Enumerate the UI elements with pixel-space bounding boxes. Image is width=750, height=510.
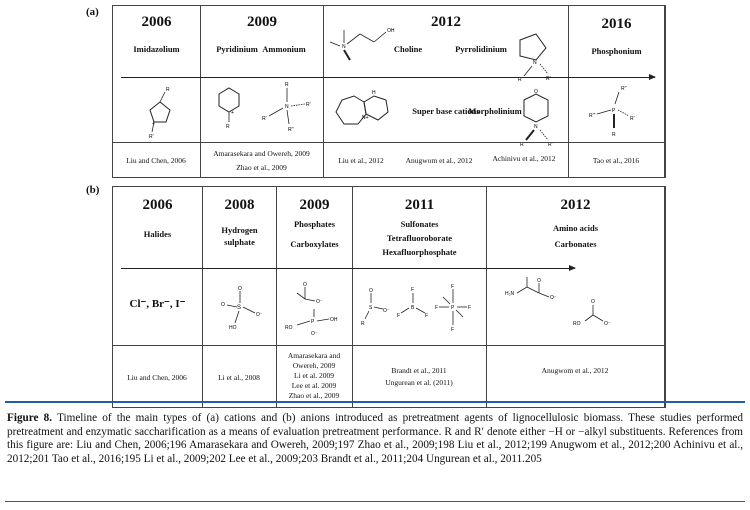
svg-text:O⁻: O⁻ (550, 295, 557, 301)
anion-name: Hexafluorphosphate (382, 247, 457, 257)
phosphonium-structure-icon (585, 84, 649, 142)
svg-text:F: F (451, 327, 455, 333)
imidazolium-structure-icon (135, 80, 185, 140)
reference-text: Anugwom et al., 2012 (541, 366, 609, 375)
reference-text: Amarasekara and (287, 351, 341, 360)
svg-text:R: R (520, 142, 524, 148)
svg-text:O⁻: O⁻ (256, 312, 263, 318)
year-label: 2011 (404, 197, 435, 213)
year-label: 2009 (299, 197, 330, 213)
reference-text: Tao et al., 2016 (592, 156, 640, 165)
svg-text:R: R (361, 321, 365, 327)
panel-a-col-2006 (113, 6, 201, 177)
reference-text: Li et al. 2009 (294, 371, 334, 380)
hydrogen-sulphate-structure-icon (215, 283, 265, 333)
svg-text:R''': R''' (589, 113, 596, 119)
svg-text:O⁻: O⁻ (311, 331, 318, 337)
cation-name: Phosphonium (591, 46, 642, 56)
svg-text:OH: OH (387, 28, 395, 34)
year-label: 2012 (431, 14, 461, 30)
year-label: 2016 (601, 16, 632, 32)
panel-a-col-2012 (324, 6, 569, 177)
svg-text:OH: OH (330, 317, 338, 323)
svg-text:R': R' (546, 76, 551, 82)
phosphate-carboxylate-structure-icon (283, 279, 349, 339)
svg-text:N+: N+ (362, 115, 369, 121)
svg-text:P: P (451, 305, 455, 311)
svg-text:F: F (397, 313, 401, 319)
panel-a-label: (a) (86, 6, 99, 18)
svg-text:H: H (372, 90, 376, 96)
svg-text:F: F (468, 305, 472, 311)
morpholinium-structure-icon (504, 86, 564, 150)
timeline-arrow (121, 77, 655, 78)
cation-name: Morpholinium (468, 106, 522, 116)
reference-text: Zhao et al., 2009 (236, 163, 287, 172)
reference-text: Liu et al., 2012 (338, 156, 384, 165)
reference-text: Amarasekara and Owereh, 2009 (213, 149, 310, 158)
svg-text:RO: RO (573, 321, 581, 327)
svg-text:R': R' (306, 102, 311, 108)
year-label: 2009 (247, 14, 277, 30)
svg-text:F: F (451, 284, 455, 290)
svg-text:N: N (533, 60, 537, 66)
svg-text:R': R' (548, 142, 553, 148)
svg-text:P: P (311, 319, 315, 325)
caption-label: Figure 8. (7, 412, 53, 424)
svg-text:+: + (152, 121, 155, 127)
sulfonate-bf4-pf6-structure-icon (359, 281, 483, 335)
svg-text:O⁻: O⁻ (383, 308, 390, 314)
year-label: 2006 (142, 197, 173, 213)
svg-text:R': R' (630, 116, 635, 122)
cation-name: Pyridinium (216, 44, 258, 54)
reference-text: Liu and Chen, 2006 (126, 156, 186, 165)
reference-text: Brandt et al., 2011 (391, 366, 447, 375)
svg-text:HO: HO (229, 325, 237, 331)
svg-text:O: O (369, 288, 373, 294)
amino-acid-carbonate-structure-icon (505, 275, 655, 343)
svg-text:F: F (411, 287, 415, 293)
svg-text:O⁻: O⁻ (316, 299, 323, 305)
svg-text:F: F (425, 313, 429, 319)
pyridinium-ammonium-structure-icon (207, 78, 317, 142)
panel-a-col-2016 (569, 6, 665, 177)
super-base-structure-icon (332, 88, 412, 138)
svg-text:R: R (518, 77, 522, 83)
svg-text:N: N (342, 44, 346, 50)
svg-text:S: S (237, 305, 242, 311)
svg-text:B: B (411, 305, 415, 311)
cation-name: Super base cations (412, 106, 480, 116)
svg-text:R': R' (149, 134, 154, 140)
svg-text:O: O (534, 89, 538, 95)
anion-name: sulphate (224, 237, 255, 247)
timeline-arrow (121, 268, 575, 269)
svg-text:+: + (231, 110, 234, 116)
reference-text: Zhao et al., 2009 (288, 391, 340, 400)
panel-a-table (112, 5, 666, 178)
svg-text:O⁻: O⁻ (604, 321, 611, 327)
svg-text:P: P (612, 108, 616, 114)
reference-text: Lee et al. 2009 (291, 381, 337, 390)
svg-text:R: R (285, 82, 289, 88)
cation-name: Choline (393, 44, 423, 54)
svg-text:S: S (369, 305, 373, 311)
svg-text:O: O (221, 302, 225, 308)
svg-text:O: O (303, 282, 307, 288)
halide-formula: Cl⁻, Br⁻, I⁻ (129, 298, 186, 310)
anion-name: Tetrafluoroborate (386, 233, 453, 243)
anion-name: Sulfonates (400, 219, 439, 229)
caption-text: Timeline of the main types of (a) cations and (b) anions introduced as pretreatment agents of lignocellulosic biomass. These studies performed pretreatment and enzymatic saccharification as a means of evaluation pretreatment performance. R and R′ denote either −H or −alkyl substituents. References from this figure are: Liu and Chen, 2006;196 Amarasekara and Owereh, 2009;197 Zhao et al., 2009;198 Liu et al., 2012;199 Anugwom et al., 2012;200 Achinivu et al., 2012;201 Tao et al., 2016;195 Li et al., 2009;202 Lee et al., 2009;203 Brandt et al., 2011;204 Ungurean et al., 2011.205 (7, 412, 743, 465)
svg-text:O: O (238, 286, 242, 292)
year-label: 2006 (141, 14, 172, 30)
reference-divider (113, 142, 665, 143)
svg-text:R'': R'' (288, 127, 294, 133)
svg-text:H₂N: H₂N (505, 291, 515, 297)
svg-text:RO: RO (285, 325, 293, 331)
anion-name: Phosphates (293, 219, 336, 229)
svg-text:R'': R'' (621, 86, 627, 92)
year-label: 2012 (560, 197, 591, 213)
svg-text:N: N (285, 104, 289, 110)
reference-divider (113, 345, 665, 346)
cation-name: Ammonium (262, 44, 306, 54)
svg-text:O: O (591, 299, 595, 305)
svg-text:R': R' (262, 116, 267, 122)
reference-text: Achinivu et al., 2012 (492, 154, 556, 163)
anion-name: Amino acids (552, 223, 599, 233)
svg-text:R: R (226, 124, 230, 130)
caption-bottom-rule (5, 501, 745, 502)
svg-text:R: R (612, 132, 616, 138)
panel-b-label: (b) (86, 184, 100, 196)
choline-structure-icon (328, 10, 423, 70)
svg-text:F: F (435, 305, 439, 311)
figure-caption (7, 412, 743, 466)
reference-text: Ungurean et al. (2011) (385, 378, 453, 387)
cation-name: Imidazolium (133, 44, 180, 54)
reference-text: Liu and Chen, 2006 (127, 373, 187, 382)
svg-text:O: O (537, 278, 541, 284)
year-label: 2008 (224, 197, 255, 213)
caption-top-rule (5, 401, 745, 403)
svg-text:N: N (534, 124, 538, 130)
anion-name: Carbonates (554, 239, 597, 249)
anion-name: Halides (143, 229, 172, 239)
anion-name: Hydrogen (221, 225, 258, 235)
anion-name: Carboxylates (290, 239, 339, 249)
cation-name: Pyrrolidinium (455, 44, 507, 54)
reference-text: Anugwom et al., 2012 (405, 156, 473, 165)
svg-text:R: R (166, 87, 170, 93)
reference-text: Li et al., 2008 (218, 373, 260, 382)
reference-text: Owereh, 2009 (292, 361, 336, 370)
